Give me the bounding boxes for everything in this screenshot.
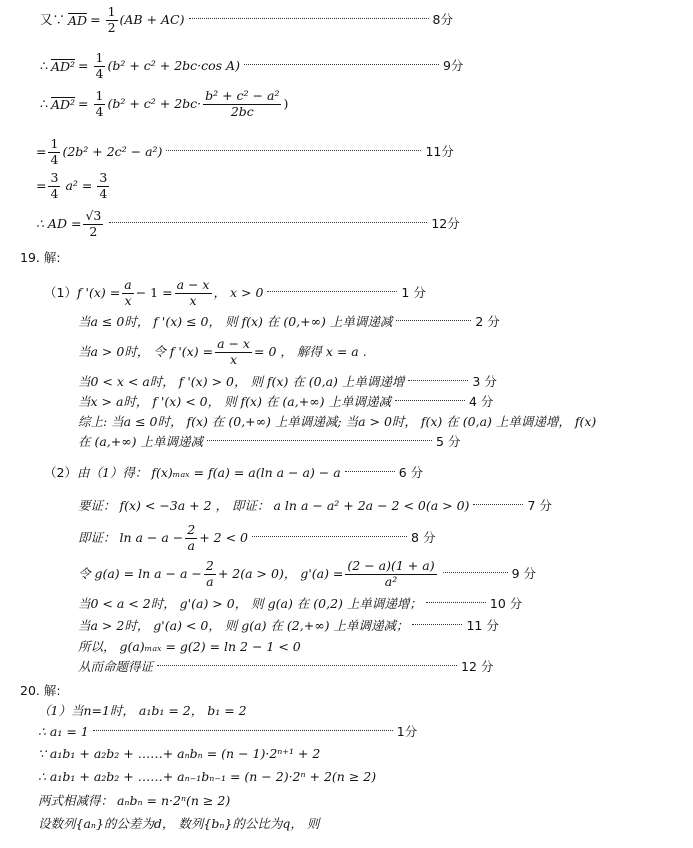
points-12: 12 分 bbox=[461, 659, 494, 674]
frac-den: 2 bbox=[107, 19, 116, 35]
q20-heading: 20. 解: bbox=[20, 683, 61, 698]
q19-p2-line-2 bbox=[78, 500, 552, 513]
text: 所以， g(a)ₘₐₓ = g(2) = ln 2 − 1 < 0 bbox=[78, 639, 301, 654]
frac2-den: x bbox=[189, 292, 197, 308]
q19-p2-line-1 bbox=[44, 467, 423, 480]
frac-den: 4 bbox=[95, 65, 104, 81]
frac1-num: 2 bbox=[205, 558, 214, 573]
text-a: 当a > 0时， 令 f '(x) = bbox=[78, 343, 214, 359]
text-a: 令 g(a) = ln a − a − bbox=[78, 565, 202, 581]
vector-ad-squared: AD² bbox=[50, 58, 76, 74]
frac-den: a bbox=[187, 537, 195, 553]
frac-den: 2 bbox=[89, 223, 98, 239]
frac2-num: 3 bbox=[99, 170, 108, 185]
prefix: ∴ AD = bbox=[36, 215, 82, 231]
equals: = bbox=[36, 143, 47, 159]
q20-line-4 bbox=[38, 771, 376, 784]
q19-heading: 19. 解: bbox=[20, 250, 61, 265]
text-b: − 1 = bbox=[135, 284, 173, 300]
points-5: 5 分 bbox=[436, 434, 461, 449]
frac1-num: 3 bbox=[50, 170, 59, 185]
frac2-den: 4 bbox=[99, 185, 108, 201]
text: 当0 < a < 2时， g'(a) > 0， 则 g(a) 在 (0,2) 上单调递增； bbox=[78, 596, 422, 611]
points-7: 7 分 bbox=[527, 498, 552, 513]
q19-p1-line-2 bbox=[78, 316, 500, 329]
q19-p2-line-5 bbox=[78, 598, 522, 611]
expr: (2b² + 2c² − a²) bbox=[62, 143, 163, 159]
q20-line-3 bbox=[38, 748, 320, 761]
frac-den: 4 bbox=[50, 151, 59, 167]
vector-ad-squared: AD² bbox=[50, 96, 76, 112]
text: 当a ≤ 0时， f '(x) ≤ 0， 则 f(x) 在 (0,+∞) 上单调递减 bbox=[78, 314, 393, 329]
frac2-num: (2 − a)(1 + a) bbox=[347, 558, 435, 573]
equals: = bbox=[90, 11, 101, 27]
points-1: 1分 bbox=[396, 724, 418, 739]
q19-p2-line-7 bbox=[78, 641, 301, 654]
points-4: 4 分 bbox=[468, 394, 494, 409]
text-b: + 2(a > 0)， g'(a) = bbox=[217, 565, 344, 581]
text: ∴ a₁b₁ + a₂b₂ + ……+ aₙ₋₁bₙ₋₁ = (n − 2)·2ⁿ + 2(n ≥ 2) bbox=[38, 769, 377, 784]
part-label: （2） bbox=[44, 465, 77, 480]
text-b: + 2 < 0 bbox=[199, 529, 249, 545]
frac-num: 2 bbox=[187, 522, 196, 537]
points-11: 11 分 bbox=[466, 618, 499, 633]
points-6: 6 分 bbox=[398, 465, 424, 480]
q19-p2-line-3 bbox=[78, 524, 435, 552]
points-9: 9分 bbox=[442, 57, 464, 73]
mid: a² = bbox=[65, 177, 93, 193]
equals: = bbox=[36, 177, 47, 193]
points-8: 8分 bbox=[432, 11, 453, 27]
close-paren: ) bbox=[283, 95, 289, 111]
text-b: = 0 ， 解得 x = a . bbox=[254, 343, 367, 359]
points-3: 3 分 bbox=[472, 374, 497, 389]
frac2-num: a − x bbox=[176, 277, 210, 292]
q20-line-6 bbox=[38, 818, 319, 831]
inner-num: b² + c² − a² bbox=[205, 88, 280, 103]
q19-p1-line-4 bbox=[78, 376, 497, 389]
points-9: 9 分 bbox=[511, 565, 537, 581]
frac-num: 1 bbox=[95, 50, 104, 65]
q19-p1-line-7 bbox=[78, 436, 460, 449]
text: 在 (a,+∞) 上单调递减 bbox=[78, 434, 204, 449]
text-a: f '(x) = bbox=[76, 284, 121, 300]
q19-p2-line-6 bbox=[78, 620, 499, 633]
text: 从而命题得证 bbox=[78, 659, 154, 674]
part-label: （1） bbox=[44, 284, 77, 300]
q20-line-2 bbox=[38, 726, 417, 739]
text: 两式相减得： aₙbₙ = n·2ⁿ(n ≥ 2) bbox=[38, 793, 231, 808]
expr: (b² + c² + 2bc· bbox=[107, 95, 202, 111]
vector-ad: AD bbox=[68, 12, 88, 28]
inner-den: 2bc bbox=[230, 103, 254, 119]
text-a: 即证： ln a − a − bbox=[78, 529, 184, 545]
text: 设数列{aₙ}的公差为d， 数列{bₙ}的公比为q， 则 bbox=[38, 816, 320, 831]
q19-p1-line-1 bbox=[44, 279, 426, 307]
q20-line-5 bbox=[38, 795, 230, 808]
text: ∴ a₁ = 1 bbox=[38, 724, 89, 739]
therefore: ∴ bbox=[40, 95, 48, 111]
q18-line-4 bbox=[36, 138, 454, 166]
prefix: 又∵ bbox=[40, 11, 66, 27]
q20-line-1 bbox=[38, 705, 247, 718]
points-12: 12分 bbox=[431, 215, 460, 231]
text: 当x > a时， f '(x) < 0， 则 f(x) 在 (a,+∞) 上单调递减 bbox=[78, 394, 391, 409]
q18-line-2 bbox=[40, 52, 463, 80]
text: 当a > 2时， g'(a) < 0， 则 g(a) 在 (2,+∞) 上单调递减； bbox=[78, 618, 409, 633]
points-10: 10 分 bbox=[489, 596, 523, 611]
text: 由（1）得： f(x)ₘₐₓ = f(a) = a(ln a − a) − a bbox=[76, 465, 341, 480]
frac-num: √3 bbox=[85, 208, 102, 223]
points-8: 8 分 bbox=[411, 529, 436, 545]
frac2-den: a² bbox=[384, 573, 398, 589]
frac-num: a − x bbox=[217, 336, 250, 351]
equals: = bbox=[78, 57, 89, 73]
q19-p1-line-5 bbox=[78, 396, 493, 409]
expr: (b² + c² + 2bc·cos A) bbox=[107, 57, 240, 73]
q18-line-3 bbox=[40, 90, 288, 118]
frac1-den: x bbox=[124, 292, 132, 308]
text: （1）当n=1时， a₁b₁ = 2， b₁ = 2 bbox=[38, 703, 247, 718]
frac1-den: a bbox=[206, 573, 214, 589]
text: 当0 < x < a时， f '(x) > 0， 则 f(x) 在 (0,a) 上单调递增 bbox=[78, 374, 405, 389]
points-11: 11分 bbox=[425, 143, 454, 159]
frac-num: 1 bbox=[50, 136, 59, 151]
text: ∵ a₁b₁ + a₂b₂ + ……+ aₙbₙ = (n − 1)·2ⁿ⁺¹ + 2 bbox=[38, 746, 321, 761]
q19-p1-line-6 bbox=[78, 416, 596, 429]
frac-den: x bbox=[230, 351, 238, 367]
text: 综上: 当a ≤ 0时， f(x) 在 (0,+∞) 上单调递减; 当a > 0时， f(x) 在 (0,a) 上单调递增， f(x) bbox=[78, 414, 597, 429]
points-1: 1 分 bbox=[401, 284, 426, 300]
q18-line-5 bbox=[36, 172, 111, 200]
equals: = bbox=[78, 95, 89, 111]
frac-num: 1 bbox=[107, 4, 116, 19]
q18-line-6 bbox=[36, 210, 460, 238]
text: 要证： f(x) < −3a + 2 ， 即证： a ln a − a² + 2a − 2 < 0(a > 0) bbox=[78, 498, 470, 513]
frac-den: 4 bbox=[95, 103, 104, 119]
q18-line-1 bbox=[40, 6, 453, 34]
vector-sum: (AB + AC) bbox=[119, 11, 185, 27]
frac1-den: 4 bbox=[50, 185, 59, 201]
q19-p2-line-8 bbox=[78, 661, 493, 674]
points-2: 2 分 bbox=[475, 314, 500, 329]
frac1-num: a bbox=[124, 277, 132, 292]
therefore: ∴ bbox=[40, 57, 48, 73]
q19-p1-line-3 bbox=[78, 338, 367, 366]
text-c: ， x > 0 bbox=[213, 284, 264, 300]
frac-num: 1 bbox=[95, 88, 104, 103]
q19-p2-line-4 bbox=[78, 560, 536, 588]
